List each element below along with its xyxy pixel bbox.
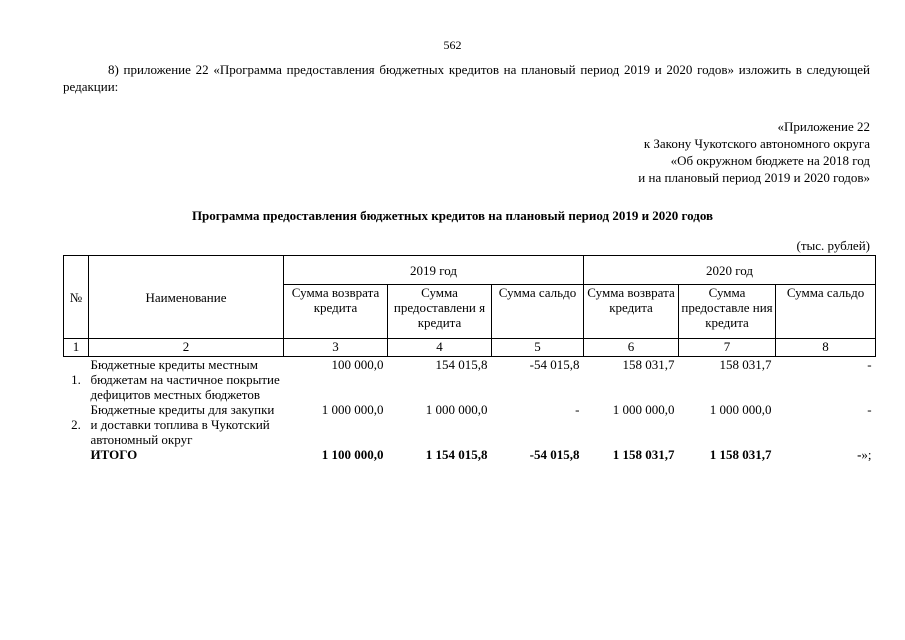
total-value: 1 158 031,7 (709, 447, 772, 462)
index-cell: 2 (89, 339, 284, 357)
header-name: Наименование (89, 256, 284, 339)
index-cell: 3 (284, 339, 388, 357)
value-cell: - (867, 357, 872, 372)
row-number: 1. (71, 372, 81, 387)
column-index-row (64, 339, 876, 357)
closing-quote: »; (861, 447, 872, 462)
total-value: 1 100 000,0 (321, 447, 384, 462)
total-label: ИТОГО (90, 447, 138, 462)
total-row (64, 447, 876, 462)
header-year-2020: 2020 год (584, 256, 876, 285)
index-cell: 5 (492, 339, 584, 357)
total-value: 1 158 031,7 (612, 447, 675, 462)
header-num: № (64, 256, 89, 339)
appendix-line: к Закону Чукотского автономного округа (643, 136, 870, 151)
value-cell: 1 000 000,0 (709, 402, 772, 417)
subheader-cell: Сумма сальдо (492, 285, 584, 339)
header-row (64, 256, 876, 285)
total-value: - (857, 447, 862, 462)
appendix-line: «Об окружном бюджете на 2018 год (670, 153, 870, 168)
index-cell: 6 (584, 339, 679, 357)
subheader-cell: Сумма возврата кредита (284, 285, 388, 339)
total-value: -54 015,8 (529, 447, 580, 462)
index-cell: 4 (388, 339, 492, 357)
value-cell: 100 000,0 (331, 357, 384, 372)
value-cell: - (867, 402, 872, 417)
units-label: (тыс. рублей) (796, 238, 870, 253)
document-title: Программа предоставления бюджетных кредитов на плановый период 2019 и 2020 годов (191, 208, 714, 223)
total-value: 1 154 015,8 (425, 447, 488, 462)
value-cell: 1 000 000,0 (321, 402, 384, 417)
value-cell: 154 015,8 (435, 357, 488, 372)
subheader-cell: Сумма возврата кредита (584, 285, 679, 339)
row-number: 2. (71, 417, 81, 432)
appendix-header (638, 118, 870, 186)
value-cell: 158 031,7 (622, 357, 675, 372)
value-cell: 1 000 000,0 (612, 402, 675, 417)
value-cell: 1 000 000,0 (425, 402, 488, 417)
row-name: Бюджетные кредиты местным бюджетам на частичное покрытие дефицитов местных бюджетов (90, 357, 280, 402)
index-cell: 7 (679, 339, 776, 357)
subheader-cell: Сумма предоставлени я кредита (388, 285, 492, 339)
row-name: Бюджетные кредиты для закупки и доставки топлива в Чукотский автономный округ (90, 402, 275, 447)
table-row (64, 357, 876, 403)
header-year-2019: 2019 год (284, 256, 584, 285)
value-cell: 158 031,7 (719, 357, 772, 372)
intro-paragraph: 8) приложение 22 «Программа предоставления бюджетных кредитов на плановый период 2019 и 2020 годов» изложить в следующей редакции: (63, 62, 870, 94)
value-cell: -54 015,8 (529, 357, 580, 372)
value-cell: - (575, 402, 580, 417)
credits-table (63, 255, 876, 462)
index-cell: 8 (776, 339, 876, 357)
table-row (64, 402, 876, 447)
index-cell: 1 (64, 339, 89, 357)
total-last-cell (776, 447, 876, 462)
subheader-cell: Сумма сальдо (776, 285, 876, 339)
subheader-cell: Сумма предоставле ния кредита (679, 285, 776, 339)
page-number: 562 (443, 38, 462, 52)
appendix-line: «Приложение 22 (777, 119, 870, 134)
appendix-line: и на плановый период 2019 и 2020 годов» (638, 170, 870, 185)
